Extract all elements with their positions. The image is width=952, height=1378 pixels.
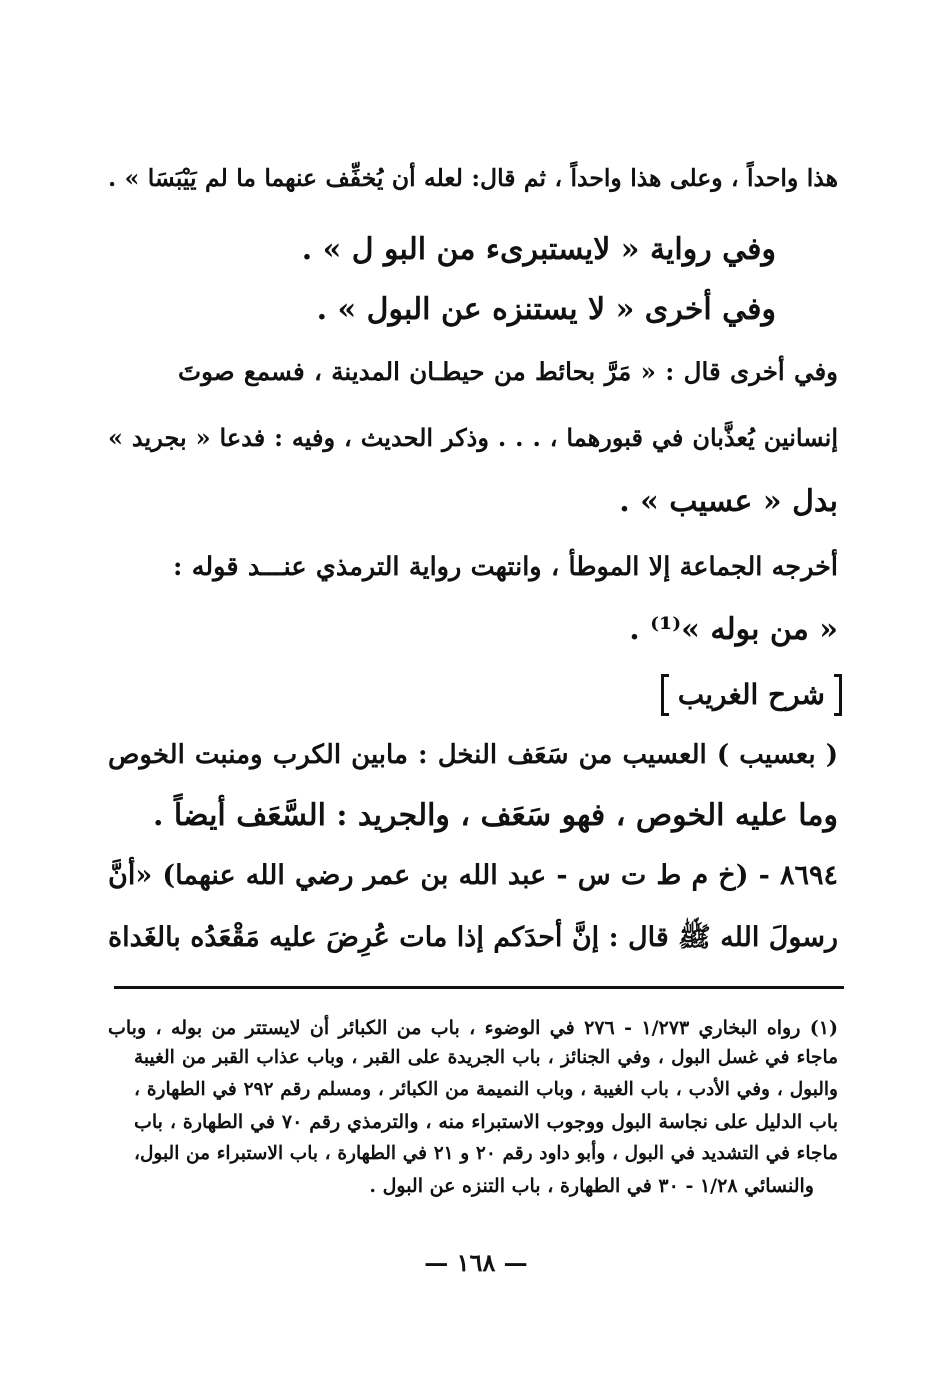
body-line-6: بدل « عسيب » . bbox=[619, 484, 838, 519]
gloss-line-2: وما عليه الخوص ، فهو سَعَف ، والجريد : السَّعَف أيضاً . bbox=[153, 798, 838, 833]
gloss-line-1: ( بعسيب ) العسيب من سَعَف النخل : مابين الكرب ومنبت الخوص bbox=[108, 740, 838, 770]
footnote-separator bbox=[114, 986, 844, 989]
body-line-3: وفي أخرى « لا يستنزه عن البول » . bbox=[316, 292, 776, 327]
footnote-line-2: ماجاء في غسل البول ، وفي الجنائز ، باب الجريدة على القبر ، وباب عذاب القبر من الغيبة bbox=[134, 1047, 838, 1068]
body-line-8: « من بوله »⁽¹⁾ . bbox=[629, 612, 838, 647]
body-line-4: وفي أخرى قال : « مَرَّ بحائط من حيطـان المدينة ، فسمع صوتَ bbox=[178, 357, 838, 386]
page-number: — ١٦٨ — bbox=[424, 1248, 528, 1277]
hadith-line-2: رسولَ الله ﷺ قال : إنَّ أحدَكم إذا مات عُرِضَ عليه مَقْعَدُه بالغَداة bbox=[108, 922, 838, 953]
body-line-5: إنسانين يُعذَّبان في قبورهما ، . . . وذكر الحديث ، وفيه : فدعا « بجريد » bbox=[108, 423, 838, 452]
hadith-line-1: ٨٦٩٤ - (خ م ط ت س - عبد الله بن عمر رضي الله عنهما) «أنَّ bbox=[108, 860, 838, 891]
footnote-line-1: (١) رواه البخاري ١/٢٧٣ - ٢٧٦ في الوضوء ، باب من الكبائر أن لايستتر من بوله ، وباب bbox=[108, 1017, 838, 1039]
footnote-line-6: والنسائي ١/٢٨ - ٣٠ في الطهارة ، باب التنزه عن البول . bbox=[369, 1175, 814, 1197]
section-heading bbox=[661, 674, 842, 716]
footnote-line-5: ماجاء في التشديد في البول ، وأبو داود رقم ٢٠ و ٢١ في الطهارة ، باب الاستبراء من البول، bbox=[134, 1143, 838, 1164]
body-line-1: هذا واحداً ، وعلى هذا واحداً ، ثم قال: لعله أن يُخفِّف عنهما ما لم يَيْبَسَا » . bbox=[108, 164, 838, 192]
footnote-line-3: والبول ، وفي الأدب ، باب الغيبة ، وباب النميمة من الكبائر ، ومسلم رقم ٢٩٢ في الطهارة ، bbox=[134, 1079, 838, 1100]
footnote-line-4: باب الدليل على نجاسة البول ووجوب الاستبراء منه ، والترمذي رقم ٧٠ في الطهارة ، باب bbox=[134, 1111, 839, 1133]
body-line-7: أخرجه الجماعة إلا الموطأ ، وانتهت رواية الترمذي عنـــد قوله : bbox=[173, 552, 838, 582]
body-line-2: وفي رواية « لايستبرىء من البو ل » . bbox=[301, 232, 776, 267]
section-heading-text: شرح الغريب bbox=[677, 678, 825, 711]
